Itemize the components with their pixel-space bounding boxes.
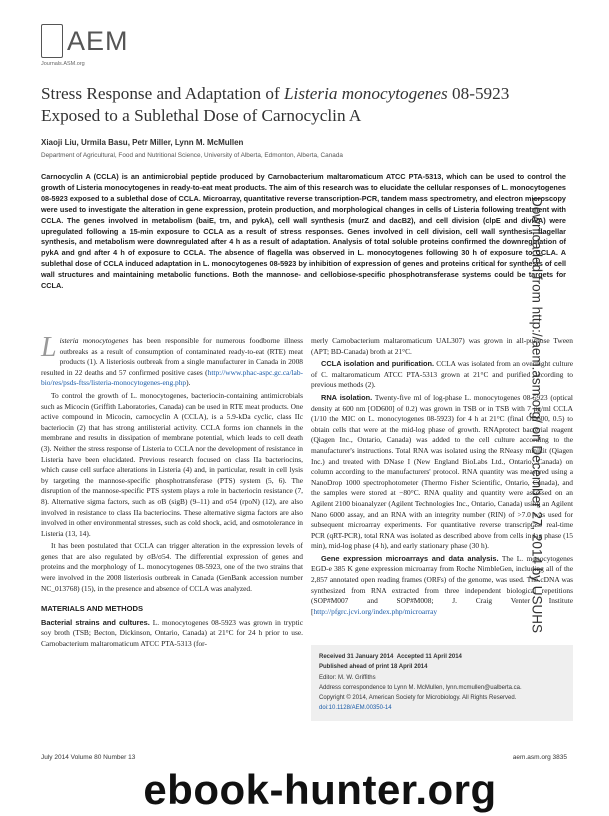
drop-cap: L: [41, 332, 57, 363]
published-line: Published ahead of print 18 April 2014: [319, 664, 428, 671]
page-footer: [41, 754, 567, 761]
left-column: [41, 332, 304, 652]
body-paragraph: merly Carnobacterium maltaromaticum UAL307) was grown in all-purpose Tween (APT; BD-Canada) broth at 21°C.: [311, 336, 573, 356]
brand-watermark: ebook-hunter.org: [143, 766, 497, 813]
journal-logo-text: AEM: [67, 26, 129, 56]
copyright-line: Copyright © 2014, American Society for Microbiology. All Rights Reserved.: [319, 695, 517, 702]
abstract: Carnocyclin A (CCLA) is an antimicrobial peptide produced by Carnobacterium maltaromaticum ATCC PTA-5313, which can be used to control the growth of Listeria monocytogenes in ready-to-eat meat products. The aim of this research was to elucidate the cellular responses of L. monocytogenes 08-5923 exposed to a sublethal dose of CCLA. Microarray, quantitative reverse transcription-PCR, tandem mass spectrometry, and electron microscopy were used to investigate the alteration in gene expression, protein production, and morphological changes in cells of Listeria following treatment with CCLA. The genes involved in metabolism (baiE, trn, and pykA), cell wall synthesis (murZ and dacB2), and cell division (clpE and divIVA) were upregulated following a 15-min exposure to CCLA as a result of stress responses. Genes involved in cell division, cell wall synthesis, flagellar synthesis, and metabolism were downregulated after 4 h as a result of adaptation. Analysis of total soluble proteins confirmed the downregulation of pykA and gnd after 4 h of exposure to CCLA. The absence of flagella was observed in L. monocytogenes following 30 h of exposure to CCLA. A sublethal dose of CCLA induced adaptation in L. monocytogenes 08-5923 by inhibition of expression of genes and proteins critical for synthesis of cell wall structures and maintaining metabolic functions. Both the mannose- and cellobiose-specific phosphotransferase systems could be targets for CCLA.: [41, 172, 566, 291]
methods-paragraph: Gene expression microarrays and data analysis. The L. monocytogenes EGD-e 385 K gene expression microarray from Roche NimbleGen, including all of the 2,857 annotated open reading frames (ORFs) of the genome, was used. The cDNA was synthesized from RNA extracted from three independent biological repetitions (SOP#M007 and SOP#M008; J. Craig Venter Institute [http://pfgrc.jcvi.org/index.php/microarray: [311, 553, 573, 616]
body-paragraph: To control the growth of L. monocytogenes, bacteriocin-containing antimicrobials such as Micocin (Griffith Laboratories, Canada) can be used in RTE meat products. One active compound in Micocin, carnocyclin A (CCLA), is a 5.9-kDa cyclic, class IIc bacteriocin (2) that has strong antilisterial activity. CCLA forms ion channels in the membrane and results in dissipation of membrane potential, which leads to cell death (3). Neither the stress response of Listeria to CCLA nor the development of resistance in Listeria have been elucidated. Previous research focused on class IIa bacteriocins, which cause cell surface alterations in Listeria (4) and, in particular, result in cell lysis by targeting the mannose-specific phosphotransferase (PTS) system (5, 6). The disruption of the mannose-specific PTS system plays a role in bacteriocin resistance (7, 8). Alternative sigma factors, such as σB (sigB) (9–11) and σ54 (rpoN) (12), are also involved in resistance to class IIa bacteriocins. These alternative sigma factors are also involved in other environmental stresses, such as cold shock, acid, and osmotolerance in Listeria (13, 14).: [41, 390, 303, 538]
article-title: Stress Response and Adaptation of Listeria monocytogenes 08-5923 Exposed to a Sublethal Dose of Carnocyclin A: [41, 84, 510, 125]
received-line: Received 31 January 2014 Accepted 11 April 2014: [319, 654, 462, 660]
methods-paragraph: CCLA isolation and purification. CCLA was isolated from an overnight culture of C. maltaromaticum ATCC PTA-5313 grown at 21°C and purified according to previous methods (2).: [311, 359, 573, 390]
methods-paragraph: RNA isolation. Twenty-five ml of log-phase L. monocytogenes 08-5923 (optical density at 600 nm [OD600] of 0.2) was grown in TSB or in TSB with 7 μg/ml CCLA (1/10 the MIC on L. monocytogenes 08-5923) for 4 h at 21°C (final OD600, 0.5) to obtain cells that were at the mid-log phase of growth. RNAprotect bacterial reagent (Qiagen Inc., Ontario, Canada) was added to the cell culture according to the manufacturer's instructions. Total RNA was isolated using the RNeasy minikit (Qiagen Inc.) and treated with DNase I (New England BioLabs Ltd., Ontario, Canada) on column according to the manufacturers' protocol. RNA quantity was measured using a NanoDrop 1000 spectrophotometer (Thermo Fisher Scientific, Ontario, Canada), and the samples were stored at −80°C. RNA quality and quantity were assessed on an Agilent 2100 bioanalyzer (Agilent Technologies Inc., Ontario, Canada) using an Agilent Nano 6000 assay, and an RNA with an integrity number (RIN) of >7.0 was used for subsequent microarray experiments. For quantitative reverse transcriptase real-time PCR (qRT-PCR), total RNA was isolated as described above from cells in lag phase (15 min), mid-log phase (4 h), and early stationary phase (30 h).: [311, 392, 573, 551]
authors: Xiaoji Liu, Urmila Basu, Petr Miller, Lynn M. McMullen: [41, 138, 244, 147]
editor-line: Editor: M. W. Griffiths: [319, 674, 376, 681]
methods-paragraph: Bacterial strains and cultures. L. monocytogenes 08-5923 was grown in tryptic soy broth (TSB; Becton, Dickinson, Ontario, Canada) at 21°C for 24 h prior to use. Carnobacterium maltaromaticum ATCC PTA-5313 (for-: [41, 617, 304, 649]
journal-logo-mark: [41, 24, 63, 58]
microarray-link[interactable]: http://pfgrc.jcvi.org/index.php/microarray: [313, 606, 438, 616]
doi-link[interactable]: doi:10.1128/AEM.00350-14: [319, 705, 392, 712]
issue-info: July 2014 Volume 80 Number 13: [41, 754, 136, 761]
journal-logo: [41, 24, 131, 74]
journal-site: Journals.ASM.org: [41, 61, 85, 67]
outbreak-link[interactable]: http://www.phac-aspc.gc.ca/lab-bio/res/psds-ftss/listeria-monocytogenes-eng.php: [41, 367, 303, 388]
affiliation: Department of Agricultural, Food and Nutritional Science, University of Alberta, Edmonton, Alberta, Canada: [41, 152, 343, 159]
intro-paragraph: Listeria monocytogenes has been responsible for numerous foodborne illness outbreaks as a result of consumption of contaminated ready-to-eat (RTE) meat products (1). A listeriosis outbreak from a single manufacturer in Canada in 2008 resulted in 22 deaths and 57 confirmed positive cases (http://www.phac-aspc.gc.ca/lab-bio/res/psds-ftss/listeria-monocytogenes-eng.php).: [41, 332, 303, 388]
page-number: aem.asm.org 3835: [512, 754, 567, 761]
download-watermark: Downloaded from http://aem.asm.org/ on December 27, 2014 by USUHS: [529, 197, 545, 633]
address-line: Address correspondence to Lynn M. McMullen, lynn.mcmullen@ualberta.ca.: [319, 684, 522, 691]
section-heading: MATERIALS AND METHODS: [41, 604, 144, 614]
body-paragraph: It has been postulated that CCLA can trigger alteration in the expression levels of genes that are also regulated by σB/σ54. The differential expression of genes and proteins and the morphology of L. monocytogenes 08-5923, one of the two strains that were involved in the 2008 listeriosis outbreak in Canada (GenBank accession number NC_013768) (15), in the presence and absence of CCLA was analyzed.: [41, 541, 303, 593]
